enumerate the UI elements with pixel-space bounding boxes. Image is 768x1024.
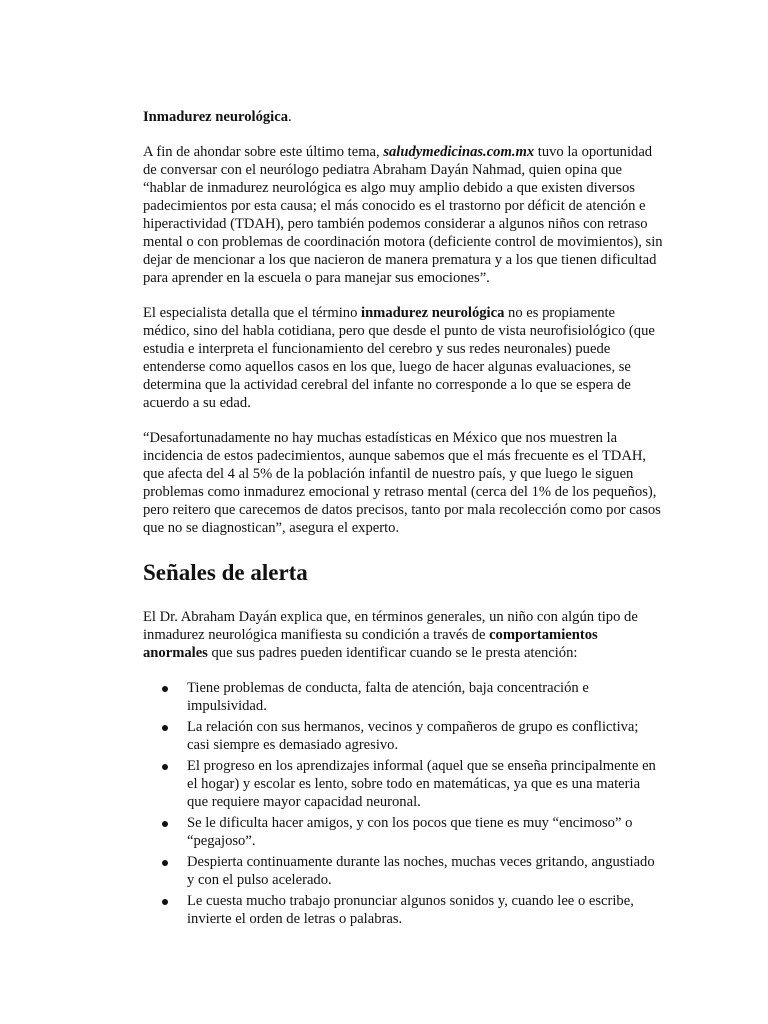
definition-term: inmadurez neurológica	[361, 305, 505, 321]
list-item	[143, 718, 663, 754]
section-heading: Inmadurez neurológica	[143, 109, 288, 125]
site-name: saludymedicinas.com.mx	[383, 144, 535, 160]
list-item	[143, 757, 663, 811]
bullet-icon	[162, 821, 168, 827]
list-item-text: La relación con sus hermanos, vecinos y compañeros de grupo es conflictiva; casi siempre es demasiado agresivo.	[187, 719, 639, 753]
bullet-icon	[162, 764, 168, 770]
definition-text-start: El especialista detalla que el término	[143, 305, 362, 321]
intro-text-end: tuvo la oportunidad de conversar con el neurólogo pediatra Abraham Dayán Nahmad, quien opina que “hablar de inmadurez neurológica es algo muy amplio debido a que existen diversos padecimientos por esta causa; el más conocido es el trastorno por déficit de atención e hiperactividad (TDAH), pero también podemos considerar a algunos niños con retraso mental o con problemas de coordinación motora (deficiente control de movimientos), sin dejar de mencionar a los que nacieron de manera prematura y a los que tienen dificultad para aprender en la escuela o para manejar sus emociones”.	[143, 144, 663, 286]
list-item-text: Se le dificulta hacer amigos, y con los pocos que tiene es muy “encimoso” o “pegajoso”.	[187, 815, 633, 849]
bullet-icon	[162, 899, 168, 905]
behaviors-text-start: El Dr. Abraham Dayán explica que, en términos generales, un niño con algún tipo de inmadurez neurológica manifiesta su condición a través de	[143, 609, 638, 643]
list-item	[143, 679, 663, 715]
intro-paragraph	[143, 143, 663, 287]
list-item	[143, 814, 663, 850]
heading-paragraph	[143, 108, 663, 126]
bullet-icon	[162, 860, 168, 866]
list-item-text: Despierta continuamente durante las noches, muchas veces gritando, angustiado y con el pulso acelerado.	[187, 854, 655, 888]
definition-text-end: no es propiamente médico, sino del habla cotidiana, pero que desde el punto de vista neurofisiológico (que estudia e interpreta el funcionamiento del cerebro y sus redes neuronales) puede entenderse como aquellos casos en los que, luego de hacer algunas evaluaciones, se determina que la actividad cerebral del infante no corresponde a lo que se espera de acuerdo a su edad.	[143, 305, 655, 411]
intro-text-start: A fin de ahondar sobre este último tema,	[143, 144, 384, 160]
alert-signs-list	[143, 679, 663, 928]
alert-signs-heading: Señales de alerta	[143, 560, 308, 585]
document-page	[143, 108, 663, 931]
heading-suffix: .	[288, 109, 292, 125]
list-item-text: Le cuesta mucho trabajo pronunciar algunos sonidos y, cuando lee o escribe, invierte el orden de letras o palabras.	[187, 893, 634, 927]
list-item-text: El progreso en los aprendizajes informal (aquel que se enseña principalmente en el hogar) y escolar es lento, sobre todo en matemáticas, ya que es una materia que requiere mayor capacidad neuronal.	[187, 758, 656, 810]
list-item	[143, 892, 663, 928]
behaviors-text-end: que sus padres pueden identificar cuando se le presta atención:	[207, 645, 578, 661]
bullet-icon	[162, 686, 168, 692]
list-item-text: Tiene problemas de conducta, falta de atención, baja concentración e impulsividad.	[187, 680, 589, 714]
bullet-icon	[162, 725, 168, 731]
statistics-paragraph: “Desafortunadamente no hay muchas estadísticas en México que nos muestren la incidencia de estos padecimientos, aunque sabemos que el más frecuente es el TDAH, que afecta del 4 al 5% de la población infantil de nuestro país, y que luego le siguen problemas como inmadurez emocional y retraso mental (cerca del 1% de los pequeños), pero reitero que carecemos de datos precisos, tanto por mala recolección como por casos que no se diagnostican”, asegura el experto.	[143, 430, 661, 536]
list-item	[143, 853, 663, 889]
behaviors-term: comportamientos anormales	[143, 627, 598, 661]
behaviors-paragraph	[143, 608, 663, 662]
definition-paragraph	[143, 304, 663, 412]
